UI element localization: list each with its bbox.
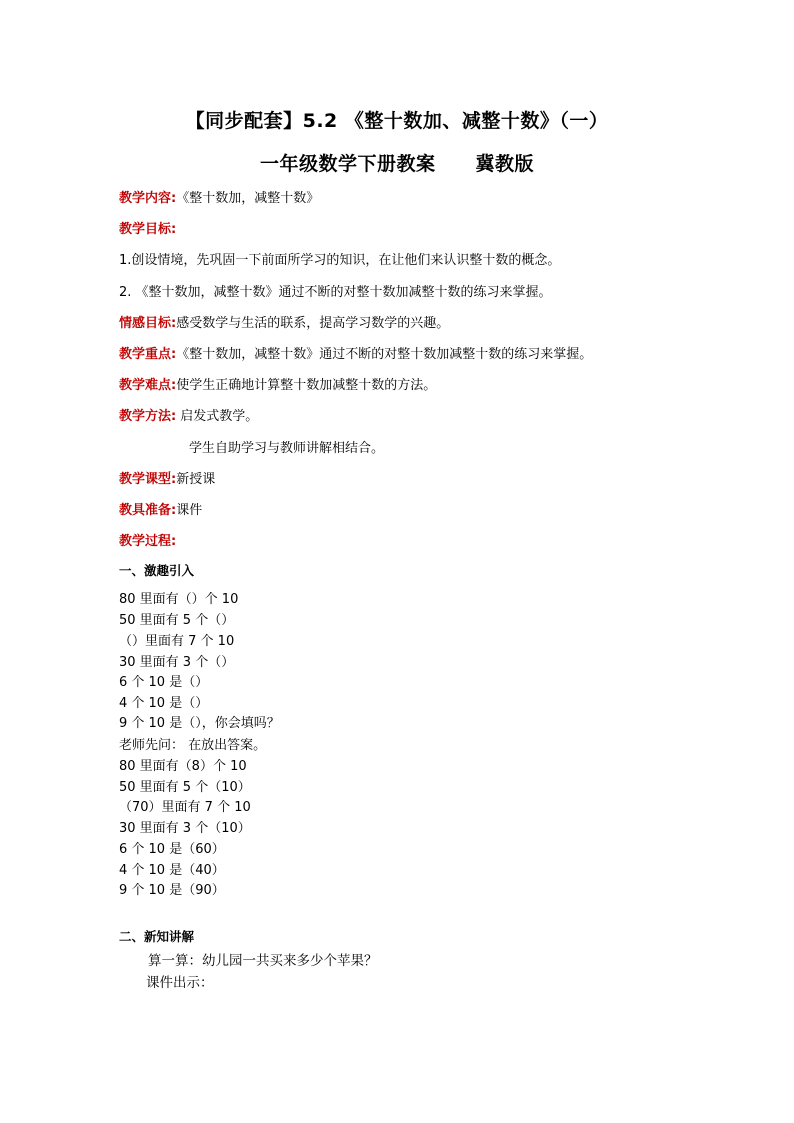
emotion-value: 感受数学与生活的联系，提高学习数学的兴趣。 <box>176 316 450 331</box>
intro-line: 50 里面有 5 个（10） <box>119 780 251 795</box>
method-value-2: 学生自助学习与教师讲解相结合。 <box>189 441 385 456</box>
content-label: 教学内容: <box>119 191 177 206</box>
subtitle-publisher: 冀教版 <box>475 153 535 175</box>
intro-line: 80 里面有（）个 10 <box>119 592 239 607</box>
section-2-question: 算一算：幼儿园一共买来多少个苹果？ <box>148 953 378 969</box>
method-value: 启发式教学。 <box>180 409 259 424</box>
type-label: 教学课型: <box>119 472 177 487</box>
document-subtitle <box>0 149 794 176</box>
intro-line: 9 个 10 是（），你会填吗？ <box>119 716 280 731</box>
goal-2: 2. 《整十数加，减整十数》通过不断的对整十数加减整十数的练习来掌握。 <box>119 285 552 300</box>
intro-line: 80 里面有（8）个 10 <box>119 759 247 774</box>
difficulty-value: 使学生正确地计算整十数加减整十数的方法。 <box>176 378 437 393</box>
key-value: 《整十数加，减整十数》通过不断的对整十数加减整十数的练习来掌握。 <box>176 347 593 362</box>
tools-value: 课件 <box>176 503 203 518</box>
teaching-tools <box>119 499 202 518</box>
intro-line: 30 里面有 3 个（10） <box>119 821 251 836</box>
teaching-key-point <box>119 343 592 362</box>
intro-line: 30 里面有 3 个（） <box>119 655 235 670</box>
key-label: 教学重点: <box>119 347 177 362</box>
emotion-goal <box>119 312 449 331</box>
intro-line: 4 个 10 是（40） <box>119 863 225 878</box>
intro-line: 6 个 10 是（） <box>119 675 209 690</box>
intro-line: 4 个 10 是（） <box>119 696 209 711</box>
difficulty-label: 教学难点: <box>119 378 177 393</box>
intro-line: 9 个 10 是（90） <box>119 883 225 898</box>
method-label: 教学方法: <box>119 409 177 424</box>
teaching-difficulty <box>119 374 436 393</box>
content-value: 《整十数加，减整十数》 <box>176 191 320 206</box>
section-2-heading: 二、新知讲解 <box>119 929 195 944</box>
intro-line: （70）里面有 7 个 10 <box>119 800 251 815</box>
goal-1: 1.创设情境，先巩固一下前面所学习的知识，在让他们来认识整十数的概念。 <box>119 253 561 268</box>
teaching-goals <box>119 218 176 237</box>
teaching-process <box>119 530 176 549</box>
section-1-heading: 一、激趣引入 <box>119 563 195 578</box>
process-label: 教学过程: <box>119 534 177 549</box>
type-value: 新授课 <box>176 472 216 487</box>
intro-line: 50 里面有 5 个（） <box>119 613 235 628</box>
teaching-method <box>119 405 258 424</box>
lesson-type <box>119 468 215 487</box>
intro-line: （）里面有 7 个 10 <box>119 634 235 649</box>
emotion-label: 情感目标: <box>119 316 177 331</box>
intro-line: 6 个 10 是（60） <box>119 842 225 857</box>
intro-line: 老师先问： 在放出答案。 <box>119 738 267 753</box>
section-2-courseware: 课件出示： <box>146 975 214 991</box>
teaching-content <box>119 187 319 206</box>
goals-label: 教学目标: <box>119 222 177 237</box>
document-title: 【同步配套】5.2 《整十数加、减整十数》（一） <box>185 110 609 132</box>
subtitle-grade: 一年级数学下册教案 <box>259 153 436 175</box>
tools-label: 教具准备: <box>119 503 177 518</box>
